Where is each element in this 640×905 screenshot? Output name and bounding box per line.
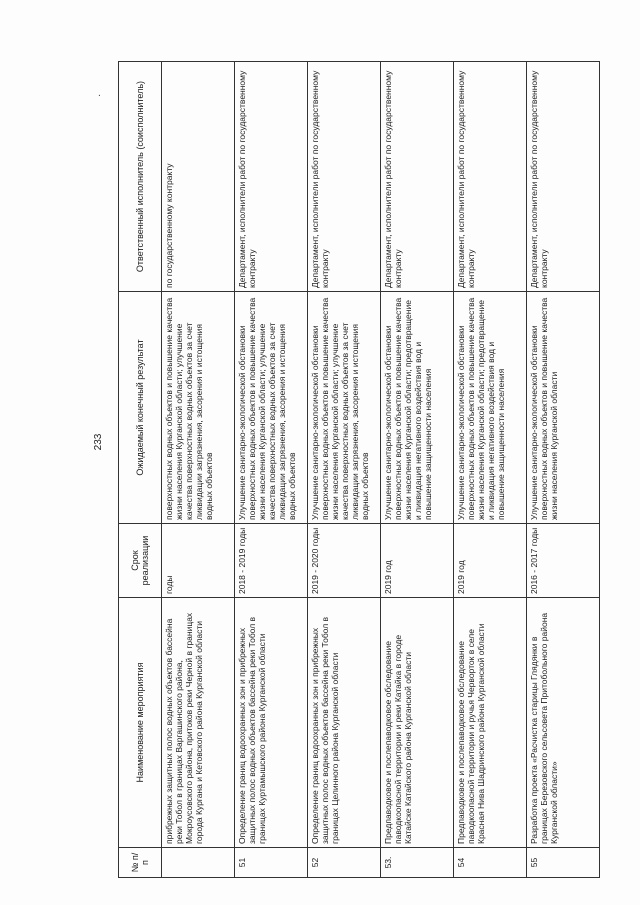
cell-executor: по государственному контракту	[162, 62, 235, 292]
cell-term: 2019 год	[381, 524, 454, 598]
cell-num: 54	[454, 848, 527, 878]
cell-executor: Департамент, исполнители работ по государственному контракту	[454, 62, 527, 292]
cell-executor: Департамент, исполнители работ по государственному контракту	[381, 62, 454, 292]
cell-result: поверхностных водных объектов и повышение качества жизни населения Курганской области; улучшение качества поверхностных водных объектов за счет ликвидации загрязнения, засорения и истощения водных объектов	[162, 292, 235, 524]
cell-name: прибрежных защитных полос водных объектов бассейна реки Тобол в границах Варгашинского района, Мокроусовского района, притоков реки Черной в границах города Кургана и Кетовского района Курганской области	[162, 598, 235, 848]
cell-term: 2019 год	[454, 524, 527, 598]
cell-name: Предпаводковое и послепаводковое обследование паводкоопасной территории и ручья Черворток в селе Красная Нива Шадринского района Курганской области	[454, 598, 527, 848]
cell-executor: Департамент, исполнители работ по государственному контракту	[308, 62, 381, 292]
header-name: Наименование мероприятия	[119, 598, 162, 848]
cell-result: Улучшение санитарно-экологической обстановки поверхностных водных объектов и повышение качества жизни населения Курганской области; предотвращение и ликвидация негативного воздействия вод и повышение защищенности населения	[454, 292, 527, 524]
cell-result: Улучшение санитарно-экологической обстановки поверхностных водных объектов и повышение качества жизни населения Курганской области; улучшение качества поверхностных водных объектов за счет ликвидации загрязнения, засорения и истощения водных объектов	[308, 292, 381, 524]
cell-name: Определение границ водоохранных зон и прибрежных защитных полос водных объектов бассейна реки Тобол в границах Куртамышского района Курганской области	[235, 598, 308, 848]
cell-name: Определение границ водоохранных зон и прибрежных защитных полос водных объектов бассейна реки Тобол в границах Целинного района Курганской области	[308, 598, 381, 848]
cell-result: Улучшение санитарно-экологической обстановки поверхностных водных объектов и повышение качества жизни населения Курганской области	[527, 292, 600, 524]
cell-term: 2018 - 2019 годы	[235, 524, 308, 598]
table-row	[381, 62, 454, 878]
cell-term: годы	[162, 524, 235, 598]
cell-name: Предпаводковое и послепаводковое обследование паводкоопасной территории и реки Катайка в городе Катайске Катайского района Курганской области	[381, 598, 454, 848]
cell-num: 52	[308, 848, 381, 878]
table-row	[454, 62, 527, 878]
table-row	[308, 62, 381, 878]
table-header-row	[119, 62, 162, 878]
header-term: Срок реализации	[119, 524, 162, 598]
cell-name: Разработка проекта «Расчистка старицы Глядянки в границах Березовского сельсовета Притобольного района Курганской области»	[527, 598, 600, 848]
header-num: № п/п	[119, 848, 162, 878]
header-executor: Ответственный исполнитель (соисполнитель)	[119, 62, 162, 292]
cell-term: 2016 - 2017 годы	[527, 524, 600, 598]
table-row	[527, 62, 600, 878]
page-number: 233	[93, 433, 104, 451]
cell-result: Улучшение санитарно-экологической обстановки поверхностных водных объектов и повышение качества жизни населения Курганской области; улучшение качества поверхностных водных объектов за счет ликвидации загрязнения, засорения и истощения водных объектов	[235, 292, 308, 524]
cell-num: 51	[235, 848, 308, 878]
cell-executor: Департамент, исполнители работ по государственному контракту	[527, 62, 600, 292]
cell-term: 2019 - 2020 годы	[308, 524, 381, 598]
table-row	[235, 62, 308, 878]
header-result: Ожидаемый конечный результат	[119, 292, 162, 524]
table-row	[162, 62, 235, 878]
cell-num: 53.	[381, 848, 454, 878]
cell-num: 55	[527, 848, 600, 878]
stray-mark: ·	[94, 93, 105, 97]
cell-num	[162, 848, 235, 878]
measures-table	[118, 61, 600, 878]
cell-executor: Департамент, исполнители работ по государственному контракту	[235, 62, 308, 292]
cell-result: Улучшение санитарно-экологической обстановки поверхностных водных объектов и повышение качества жизни населения Курганской области; предотвращение и ликвидация негативного воздействия вод и повышение защищенности населения	[381, 292, 454, 524]
